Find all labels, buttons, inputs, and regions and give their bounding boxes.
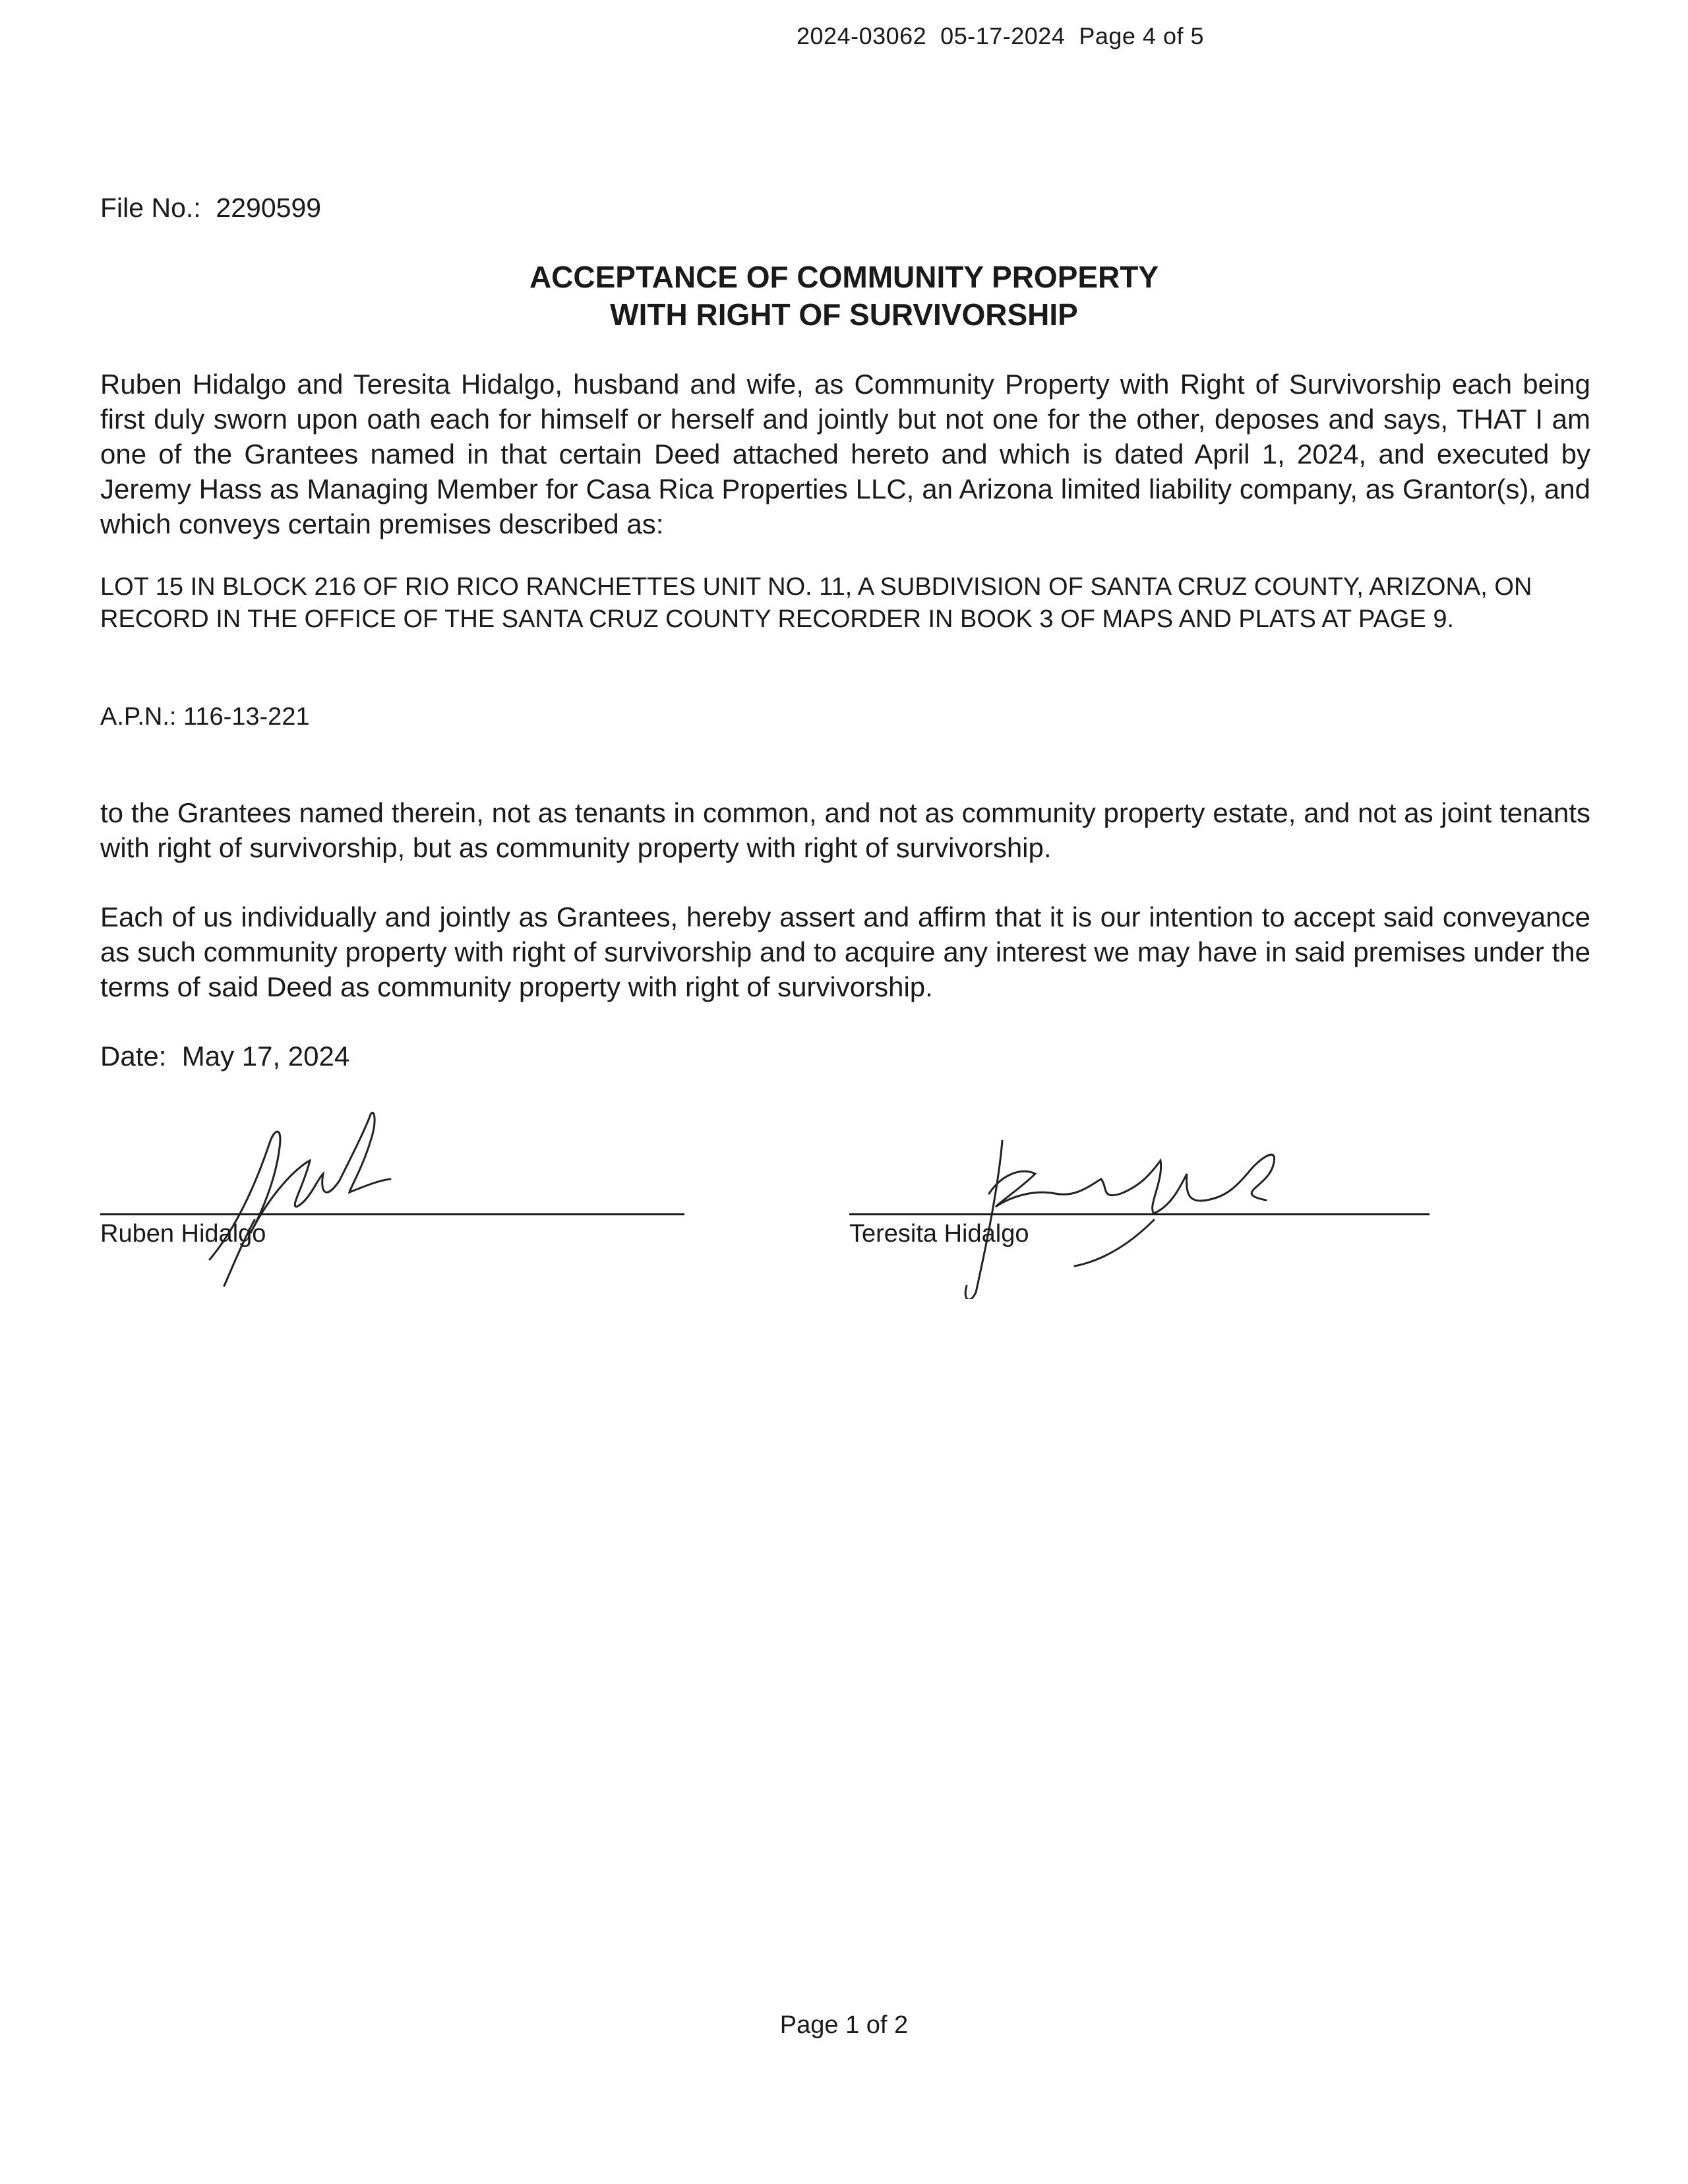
recording-stamp: 2024-03062 05-17-2024 Page 4 of 5 — [797, 22, 1204, 49]
teresita-signature — [923, 1101, 1292, 1299]
ruben-signature — [198, 1101, 396, 1299]
title-line-1: ACCEPTANCE OF COMMUNITY PROPERTY — [529, 260, 1159, 294]
signing-date: Date: May 17, 2024 — [100, 1041, 350, 1072]
signatory-name-ruben: Ruben Hidalgo — [100, 1220, 266, 1248]
page-number: Page 1 of 2 — [779, 2011, 909, 2039]
signature-line-teresita — [849, 1213, 1430, 1215]
paragraph-conveyance: to the Grantees named therein, not as tenants in common, and not as community property estate, and not as joint tenants with right of survivorship, but as community property with right of survivorship. — [100, 797, 1590, 863]
file-number: File No.: 2290599 — [100, 193, 322, 223]
signatory-name-teresita: Teresita Hidalgo — [849, 1220, 1029, 1248]
paragraph-affirmation: Each of us individually and jointly as Grantees, hereby assert and affirm that it is our intention to accept said conveyance as such community property with right of survivorship and to acquire any interest we may have in said premises under the terms of said Deed as community property with right of survivorship. — [100, 901, 1590, 1002]
apn-number: A.P.N.: 116-13-221 — [100, 703, 310, 731]
paragraph-deponent: Ruben Hidalgo and Teresita Hidalgo, husband and wife, as Community Property with Right of Survivorship each being first duly sworn upon oath each for himself or herself and jointly but not one for the other, deposes and says, THAT I am one of the Grantees named in that certain Deed attached hereto and which is dated April 1, 2024, and executed by Jeremy Hass as Managing Member for Casa Rica Properties LLC, an Arizona limited liability company, as Grantor(s), and which conveys certain premises described as: — [100, 369, 1590, 539]
legal-description: LOT 15 IN BLOCK 216 OF RIO RICO RANCHETTES UNIT NO. 11, A SUBDIVISION OF SANTA CRUZ COUNTY, ARIZONA, ON RECORD IN THE OFFICE OF THE SANTA CRUZ COUNTY RECORDER IN BOOK 3 OF MAPS AND PLATS AT PAGE 9. — [100, 573, 1532, 633]
signature-line-ruben — [100, 1213, 684, 1215]
document-title — [0, 258, 1688, 334]
title-line-2: WITH RIGHT OF SURVIVORSHIP — [610, 297, 1078, 332]
